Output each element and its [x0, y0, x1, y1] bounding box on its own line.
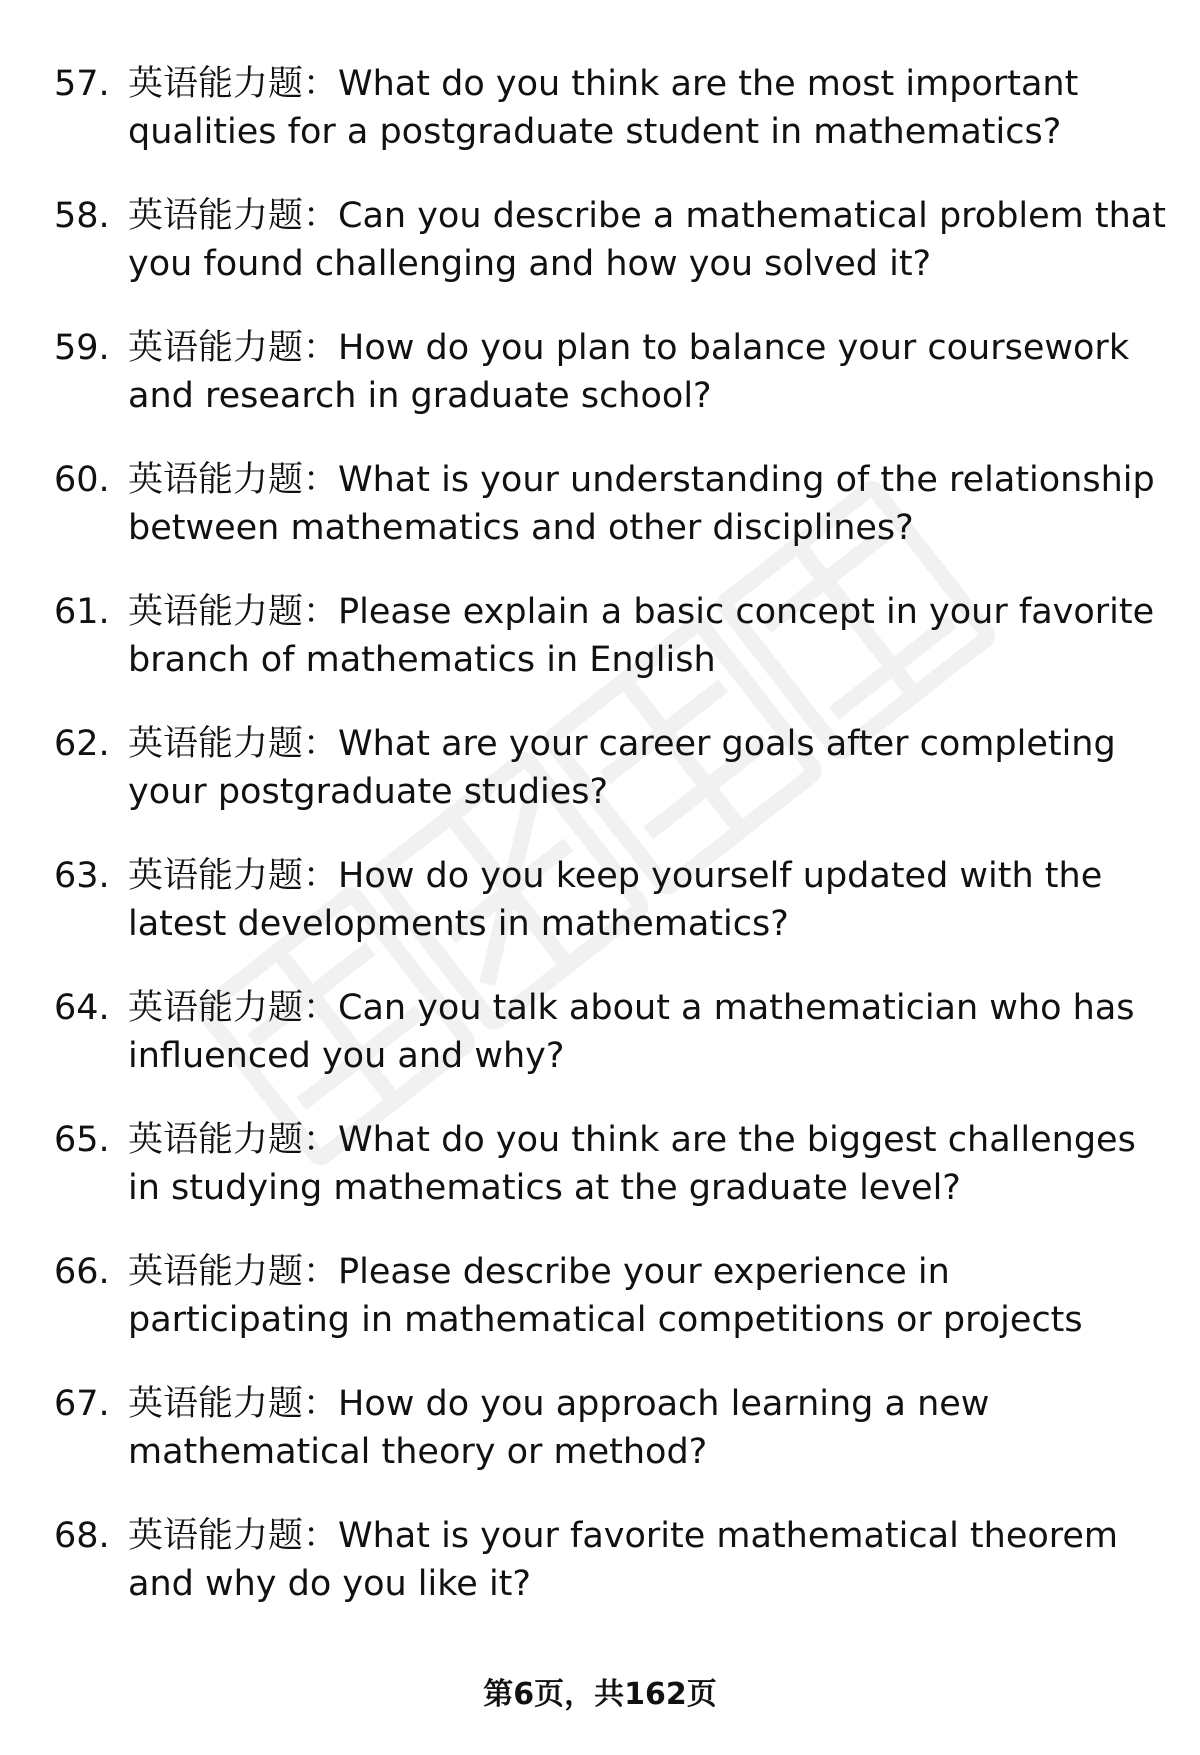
question-number: 62.	[54, 724, 110, 764]
question-category-label: 英语能力题：	[128, 592, 339, 632]
question-category-label: 英语能力题：	[128, 1516, 339, 1556]
question-body	[128, 1380, 1168, 1476]
question-item-57	[0, 60, 1200, 192]
question-text: Can you talk about a mathematician who has influenced you and why?	[128, 988, 1135, 1076]
question-body	[128, 588, 1168, 684]
question-text: Please describe your experience in participating in mathematical competitions or projects	[128, 1252, 1083, 1340]
question-text: What do you think are the most important qualities for a postgraduate student in mathematics?	[128, 64, 1079, 152]
question-text: Can you describe a mathematical problem that you found challenging and how you solved it?	[128, 196, 1166, 284]
question-item-63	[0, 852, 1200, 984]
question-body	[128, 1248, 1168, 1344]
question-text: How do you plan to balance your coursework and research in graduate school?	[128, 328, 1130, 416]
question-body	[128, 984, 1168, 1080]
question-category-label: 英语能力题：	[128, 988, 339, 1028]
question-item-66	[0, 1248, 1200, 1380]
question-category-label: 英语能力题：	[128, 1120, 339, 1160]
question-item-62	[0, 720, 1200, 852]
question-item-67	[0, 1380, 1200, 1512]
question-item-68	[0, 1512, 1200, 1644]
question-number: 60.	[54, 460, 110, 500]
question-category-label: 英语能力题：	[128, 196, 339, 236]
question-body	[128, 852, 1168, 948]
question-item-61	[0, 588, 1200, 720]
question-item-59	[0, 324, 1200, 456]
question-number: 57.	[54, 64, 110, 104]
question-number: 61.	[54, 592, 110, 632]
question-item-60	[0, 456, 1200, 588]
question-item-64	[0, 984, 1200, 1116]
question-text: How do you keep yourself updated with the latest developments in mathematics?	[128, 856, 1103, 944]
question-category-label: 英语能力题：	[128, 64, 339, 104]
question-category-label: 英语能力题：	[128, 328, 339, 368]
question-number: 67.	[54, 1384, 110, 1424]
question-number: 59.	[54, 328, 110, 368]
question-category-label: 英语能力题：	[128, 460, 339, 500]
question-body	[128, 192, 1168, 288]
question-number: 65.	[54, 1120, 110, 1160]
question-list	[0, 60, 1200, 1644]
question-number: 66.	[54, 1252, 110, 1292]
question-text: What do you think are the biggest challenges in studying mathematics at the graduate level?	[128, 1120, 1136, 1208]
question-category-label: 英语能力题：	[128, 1384, 339, 1424]
question-number: 58.	[54, 196, 110, 236]
question-item-58	[0, 192, 1200, 324]
question-number: 63.	[54, 856, 110, 896]
question-body	[128, 456, 1168, 552]
question-text: How do you approach learning a new mathematical theory or method?	[128, 1384, 990, 1472]
question-text: Please explain a basic concept in your favorite branch of mathematics in English	[128, 592, 1155, 680]
question-item-65	[0, 1116, 1200, 1248]
page-number-indicator: 第6页，共162页	[483, 1677, 717, 1712]
question-text: What is your favorite mathematical theorem and why do you like it?	[128, 1516, 1119, 1604]
question-number: 68.	[54, 1516, 110, 1556]
question-body	[128, 324, 1168, 420]
question-body	[128, 1512, 1168, 1608]
page-footer	[0, 1675, 1200, 1715]
question-text: What is your understanding of the relationship between mathematics and other disciplines?	[128, 460, 1155, 548]
question-body	[128, 60, 1168, 156]
question-number: 64.	[54, 988, 110, 1028]
question-text: What are your career goals after completing your postgraduate studies?	[128, 724, 1116, 812]
question-category-label: 英语能力题：	[128, 1252, 339, 1292]
question-body	[128, 1116, 1168, 1212]
question-body	[128, 720, 1168, 816]
question-category-label: 英语能力题：	[128, 856, 339, 896]
question-category-label: 英语能力题：	[128, 724, 339, 764]
